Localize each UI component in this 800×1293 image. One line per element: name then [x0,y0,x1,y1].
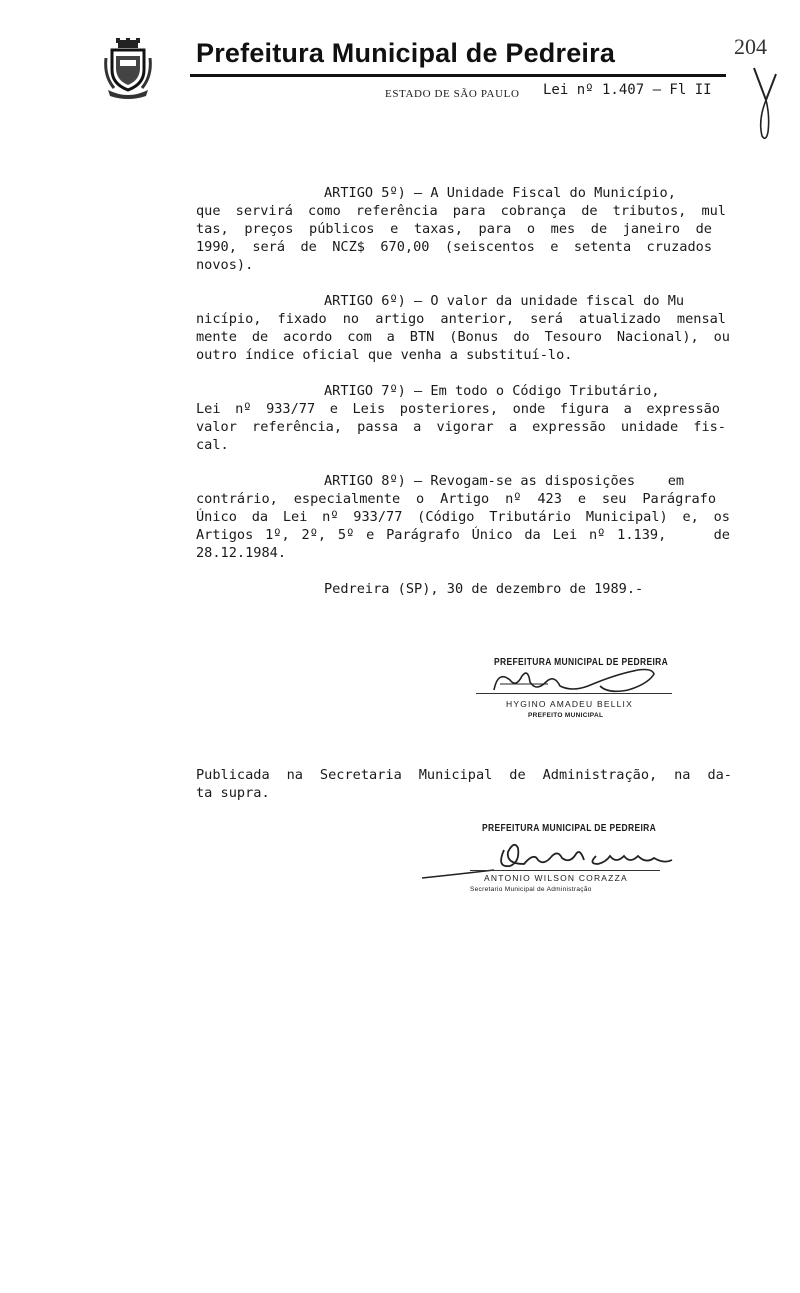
article-6-line-2: nicípio, fixado no artigo anterior, será atualizado mensal [196,311,726,327]
article-7-line-1: ARTIGO 7º) – Em todo o Código Tributário, [324,383,660,399]
letterhead-divider [190,74,726,77]
article-8-line-2: contrário, especialmente o Artigo nº 423 e seu Parágrafo [196,491,716,507]
signature-2-title: Secretario Municipal de Administração [470,886,592,893]
state-label: ESTADO DE SÃO PAULO [385,88,520,100]
law-reference: Lei nº 1.407 – Fl II [543,82,712,98]
publication-line-1: Publicada na Secretaria Municipal de Administração, na da- [196,767,732,783]
article-5-line-3: tas, preços públicos e taxas, para o mes de janeiro de [196,221,712,237]
article-6-line-4: outro índice oficial que venha a substituí-lo. [196,347,573,363]
signature-1-stamp: PREFEITURA MUNICIPAL DE PEDREIRA [494,657,669,668]
article-5-line-1: ARTIGO 5º) – A Unidade Fiscal do Município, [324,185,676,201]
article-5-line-4: 1990, será de NCZ$ 670,00 (seiscentos e setenta cruzados [196,239,712,255]
date-line: Pedreira (SP), 30 de dezembro de 1989.- [324,581,644,597]
signature-1-name: HYGINO AMADEU BELLIX [506,699,633,709]
coat-of-arms-icon [104,38,152,100]
signature-2-name: ANTONIO WILSON CORAZZA [484,873,628,883]
handwritten-mark [748,60,782,144]
page-number: 204 [734,34,767,59]
article-8-line-5: 28.12.1984. [196,545,287,561]
article-6-line-3: mente de acordo com a BTN (Bonus do Tesouro Nacional), ou [196,329,730,345]
article-7-line-2: Lei nº 933/77 e Leis posteriores, onde figura a expressão [196,401,720,417]
signature-1-title: PREFEITO MUNICIPAL [528,712,604,719]
signature-2-line [470,870,660,871]
article-7-line-3: valor referência, passa a vigorar a expressão unidade fis- [196,419,726,435]
article-7-line-4: cal. [196,437,229,453]
article-8-line-4: Artigos 1º, 2º, 5º e Parágrafo Único da Lei nº 1.139, de [196,527,730,543]
article-6-line-1: ARTIGO 6º) – O valor da unidade fiscal do Mu [324,293,685,309]
signature-1-line [476,693,672,694]
signature-2-stamp: PREFEITURA MUNICIPAL DE PEDREIRA [482,823,657,834]
letterhead-title: Prefeitura Municipal de Pedreira [196,38,616,68]
article-5-line-5: novos). [196,257,254,273]
publication-line-2: ta supra. [196,785,270,801]
article-8-line-3: Único da Lei nº 933/77 (Código Tributário Municipal) e, os [196,509,730,525]
article-5-line-2: que servirá como referência para cobrança de tributos, mul [196,203,726,219]
article-8-line-1: ARTIGO 8º) – Revogam-se as disposições em [324,473,685,489]
